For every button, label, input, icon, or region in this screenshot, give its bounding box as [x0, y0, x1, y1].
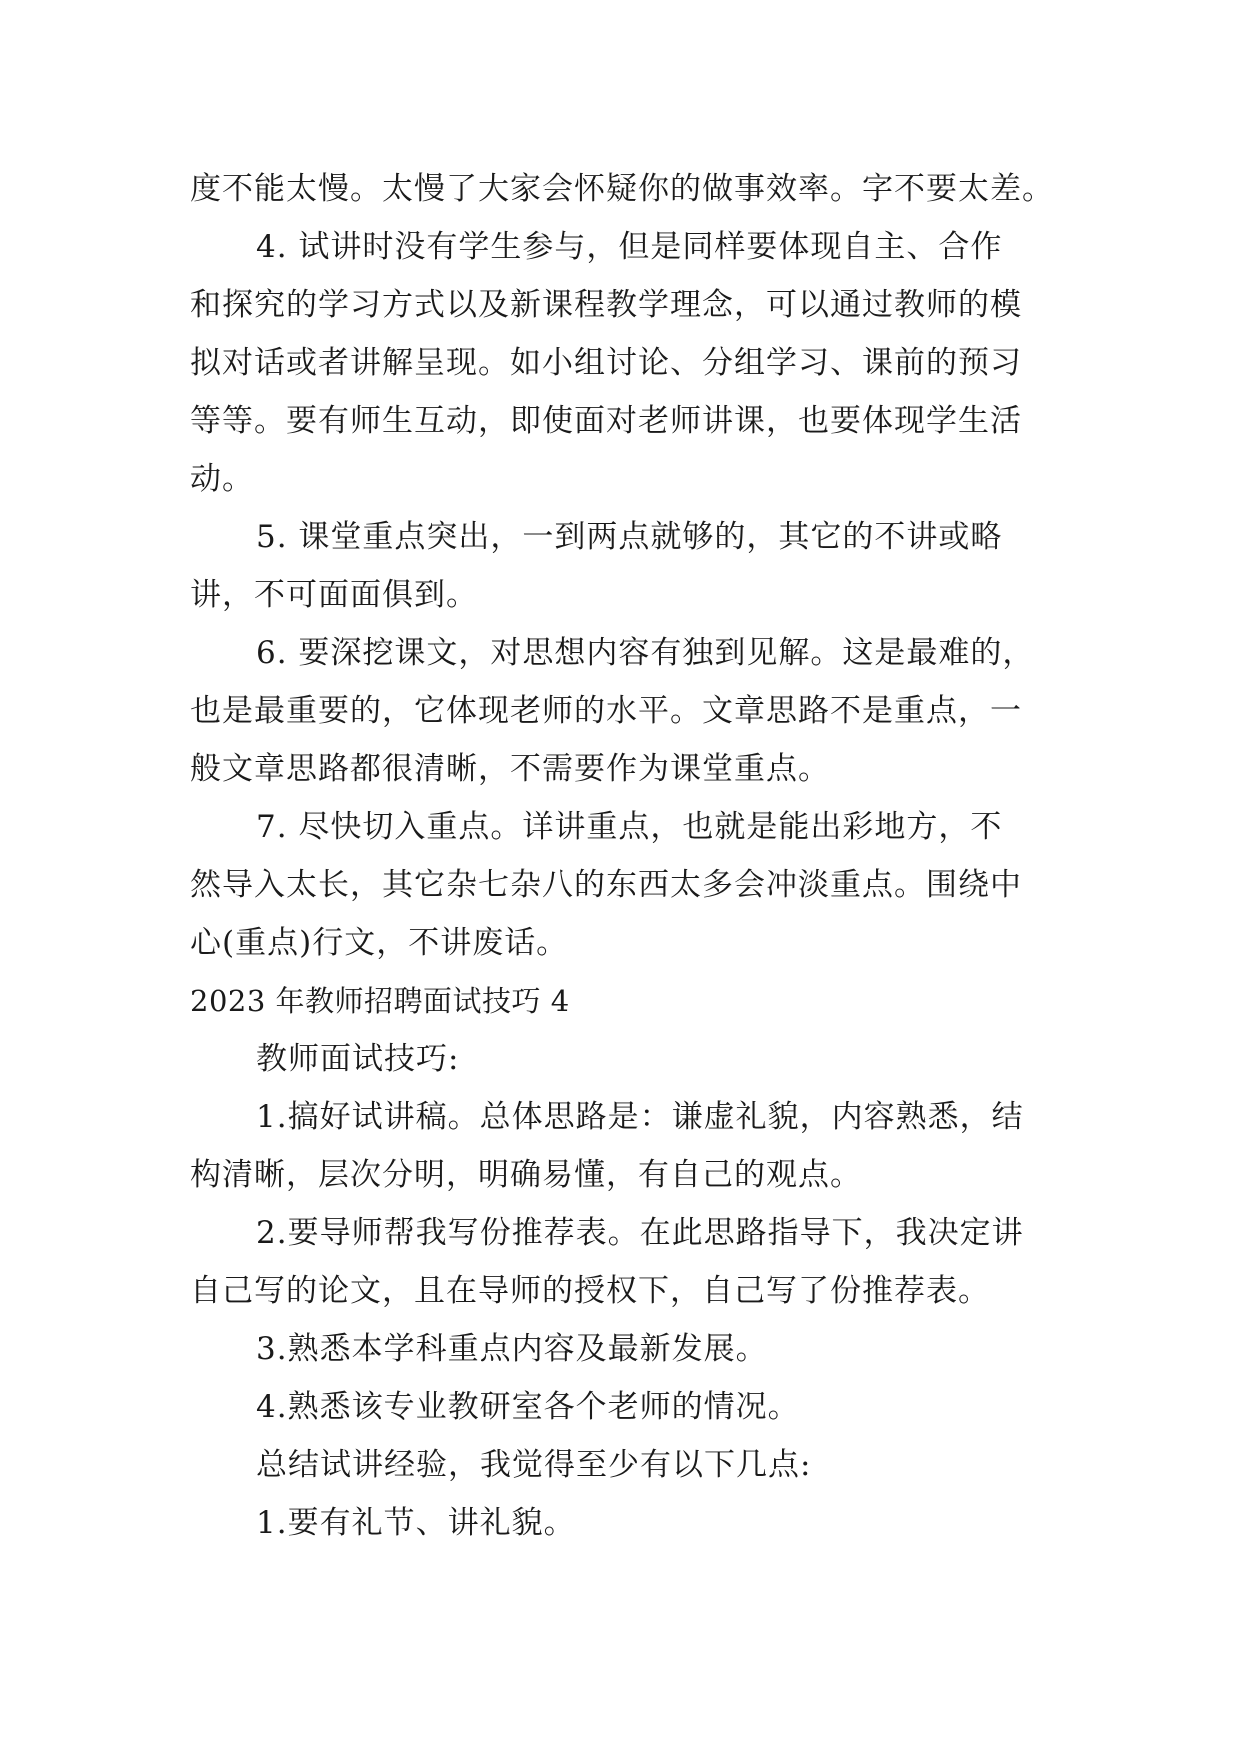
- text-line: 般文章思路都很清晰，不需要作为课堂重点。: [190, 751, 830, 787]
- summary-item-1: 1.要有礼节、讲礼貌。: [256, 1505, 576, 1541]
- paragraph-item-5: 5. 课堂重点突出，一到两点就够的，其它的不讲或略: [256, 519, 1003, 555]
- document-body: [190, 160, 1070, 1552]
- text-line: 自己写的论文，且在导师的授权下，自己写了份推荐表。: [190, 1273, 990, 1309]
- tip-item-2: 2.要导师帮我写份推荐表。在此思路指导下，我决定讲: [256, 1215, 1024, 1251]
- section-heading: 2023 年教师招聘面试技巧 4: [190, 984, 570, 1018]
- paragraph-item-4: 4. 试讲时没有学生参与，但是同样要体现自主、合作: [256, 229, 1003, 265]
- text-line: 讲，不可面面俱到。: [190, 577, 478, 613]
- tip-item-1: 1.搞好试讲稿。总体思路是：谦虚礼貌，内容熟悉，结: [256, 1099, 1024, 1135]
- paragraph-item-7: 7. 尽快切入重点。详讲重点，也就是能出彩地方，不: [256, 809, 1003, 845]
- text-line: 和探究的学习方式以及新课程教学理念，可以通过教师的模: [190, 287, 1022, 323]
- tip-item-4: 4.熟悉该专业教研室各个老师的情况。: [256, 1389, 800, 1425]
- text-line: 度不能太慢。太慢了大家会怀疑你的做事效率。字不要太差。: [190, 171, 1054, 207]
- text-line: 等等。要有师生互动，即使面对老师讲课，也要体现学生活: [190, 403, 1022, 439]
- text-line: 拟对话或者讲解呈现。如小组讨论、分组学习、课前的预习: [190, 345, 1022, 381]
- tip-item-3: 3.熟悉本学科重点内容及最新发展。: [256, 1331, 768, 1367]
- text-line: 也是最重要的，它体现老师的水平。文章思路不是重点，一: [190, 693, 1022, 729]
- text-line: 然导入太长，其它杂七杂八的东西太多会冲淡重点。围绕中: [190, 867, 1022, 903]
- paragraph-item-6: 6. 要深挖课文，对思想内容有独到见解。这是最难的，: [256, 635, 1035, 671]
- text-line: 心(重点)行文，不讲废话。: [190, 925, 569, 961]
- text-line: 构清晰，层次分明，明确易懂，有自己的观点。: [190, 1157, 862, 1193]
- summary-intro: 总结试讲经验，我觉得至少有以下几点:: [256, 1447, 812, 1483]
- text-line: 动。: [190, 461, 254, 497]
- subheading: 教师面试技巧:: [256, 1041, 460, 1077]
